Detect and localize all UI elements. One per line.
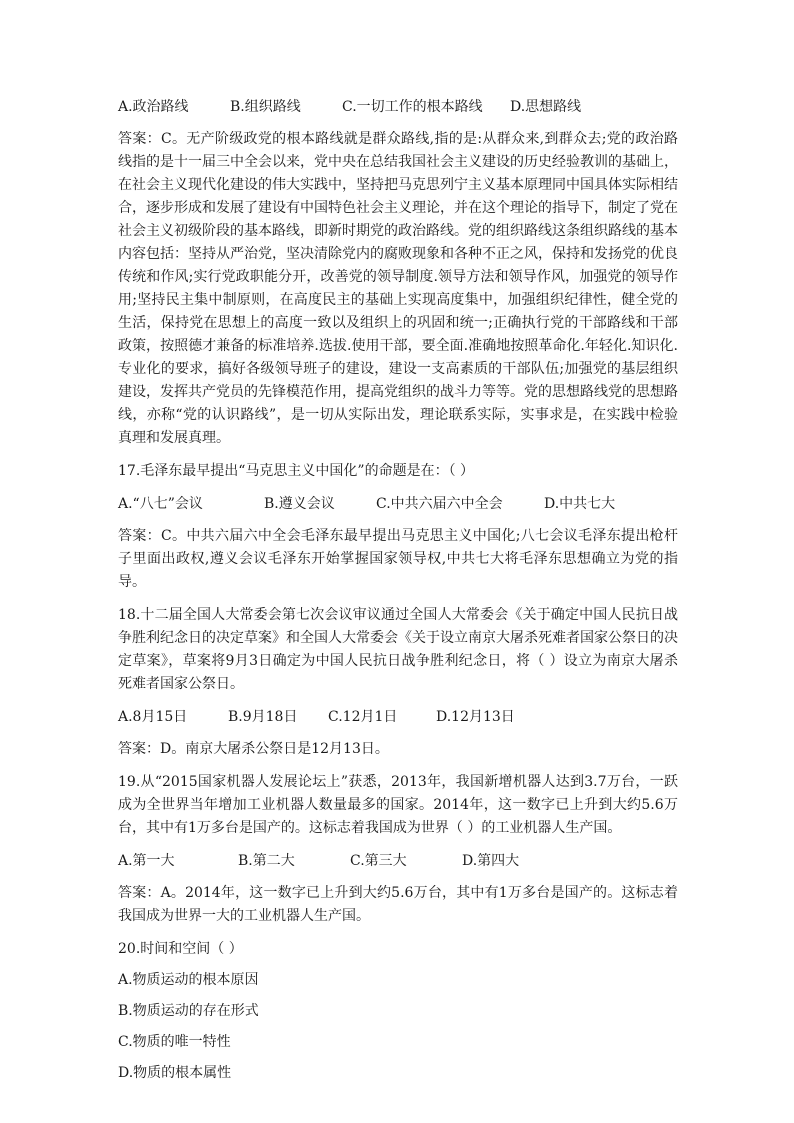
- q16-answer: 答案：C。无产阶级政党的根本路线就是群众路线,指的是:从群众来,到群众去;党的政治路线指的是十一届三中全会以来，党中央在总结我国社会主义建设的历史经验教训的基础上，在社会主义现代化建设的伟大实践中，坚持把马克思列宁主义基本原理同中国具体实际相结合，逐步形成和发展了建设有中国特色社会主义理论，并在这个理论的指导下，制定了党在社会主义初级阶段的基本路线，即新时期党的政治路线。党的组织路线这条组织路线的基本内容包括：坚持从严治党，坚决清除党内的腐败现象和各种不正之风，保持和发扬党的优良传统和作风;实行党政职能分开，改善党的领导制度.领导方法和领导作风，加强党的领导作用;坚持民主集中制原则，在高度民主的基础上实现高度集中，加强组织纪律性，健全党的生活，保持党在思想上的高度一致以及组织上的巩固和统一;正确执行党的干部路线和干部政策，按照德才兼备的标准培养.选拔.使用干部，要全面.准确地按照革命化.年轻化.知识化.专业化的要求，搞好各级领导班子的建设，建设一支高素质的干部队伍;加强党的基层组织建设，发挥共产党员的先锋模范作用，提高党组织的战斗力等等。党的思想路线党的思想路线，亦称“党的认识路线”，是一切从实际出发，理论联系实际，实事求是，在实践中检验真理和发展真理。: [118, 131, 678, 446]
- q20-option-b: B.物质运动的存在形式: [118, 1003, 259, 1019]
- document-page: [118, 96, 678, 1093]
- q20-option-c: C.物质的唯一特性: [118, 1034, 231, 1050]
- q16-option-a: A.政治路线: [118, 99, 189, 115]
- q18-answer: 答案：D。南京大屠杀公祭日是12月13日。: [118, 741, 389, 757]
- q18-option-a: A.8月15日: [118, 709, 188, 725]
- q18-option-b: B.9月18日: [228, 709, 298, 725]
- q16-option-d: D.思想路线: [510, 99, 582, 115]
- q17-answer: 答案：C。中共六届六中全会毛泽东最早提出马克思主义中国化;八七会议毛泽东提出枪杆子里面出政权,遵义会议毛泽东开始掌握国家领导权,中共七大将毛泽东思想确立为党的指导。: [118, 528, 678, 590]
- q18-option-d: D.12月13日: [436, 709, 515, 725]
- q17-question: 17.毛泽东最早提出“马克思主义中国化”的命题是在：（ ）: [118, 463, 475, 479]
- q19-question: 19.从“2015国家机器人发展论坛上”获悉，2013年，我国新增机器人达到3.7万台，一跃成为全世界当年增加工业机器人数量最多的国家。2014年，这一数字已上升到大约5.6万台，其中有1万多台是国产的。这标志着我国成为世界（ ）的工业机器人生产国。: [118, 774, 678, 836]
- q19-answer: 答案：A。2014年，这一数字已上升到大约5.6万台，其中有1万多台是国产的。这标志着我国成为世界一大的工业机器人生产国。: [118, 885, 678, 924]
- q20-option-d: D.物质的根本属性: [118, 1065, 232, 1081]
- q17-option-d: D.中共七大: [544, 496, 616, 512]
- q19-options: [118, 850, 678, 872]
- q19-option-a: A.第一大: [118, 853, 175, 869]
- q17-options: [118, 493, 678, 515]
- q19-option-c: C.第三大: [350, 853, 407, 869]
- q16-options: [118, 96, 678, 118]
- q17-option-b: B.遵义会议: [264, 496, 335, 512]
- q19-option-b: B.第二大: [238, 853, 295, 869]
- q17-option-c: C.中共六届六中全会: [376, 496, 503, 512]
- q18-question: 18.十二届全国人大常委会第七次会议审议通过全国人大常委会《关于确定中国人民抗日战争胜利纪念日的决定草案》和全国人大常委会《关于设立南京大屠杀死难者国家公祭日的决定草案》，草案将9月3日确定为中国人民抗日战争胜利纪念日，将（ ）设立为南京大屠杀死难者国家公祭日。: [118, 607, 678, 692]
- q17-option-a: A.“八七”会议: [118, 496, 203, 512]
- q20-option-a: A.物质运动的根本原因: [118, 972, 259, 988]
- q20-question: 20.时间和空间（ ）: [118, 941, 243, 957]
- q16-option-b: B.组织路线: [230, 99, 301, 115]
- q19-option-d: D.第四大: [462, 853, 520, 869]
- q16-option-c: C.一切工作的根本路线: [342, 99, 483, 115]
- q18-option-c: C.12月1日: [328, 709, 398, 725]
- q18-options: [118, 706, 678, 728]
